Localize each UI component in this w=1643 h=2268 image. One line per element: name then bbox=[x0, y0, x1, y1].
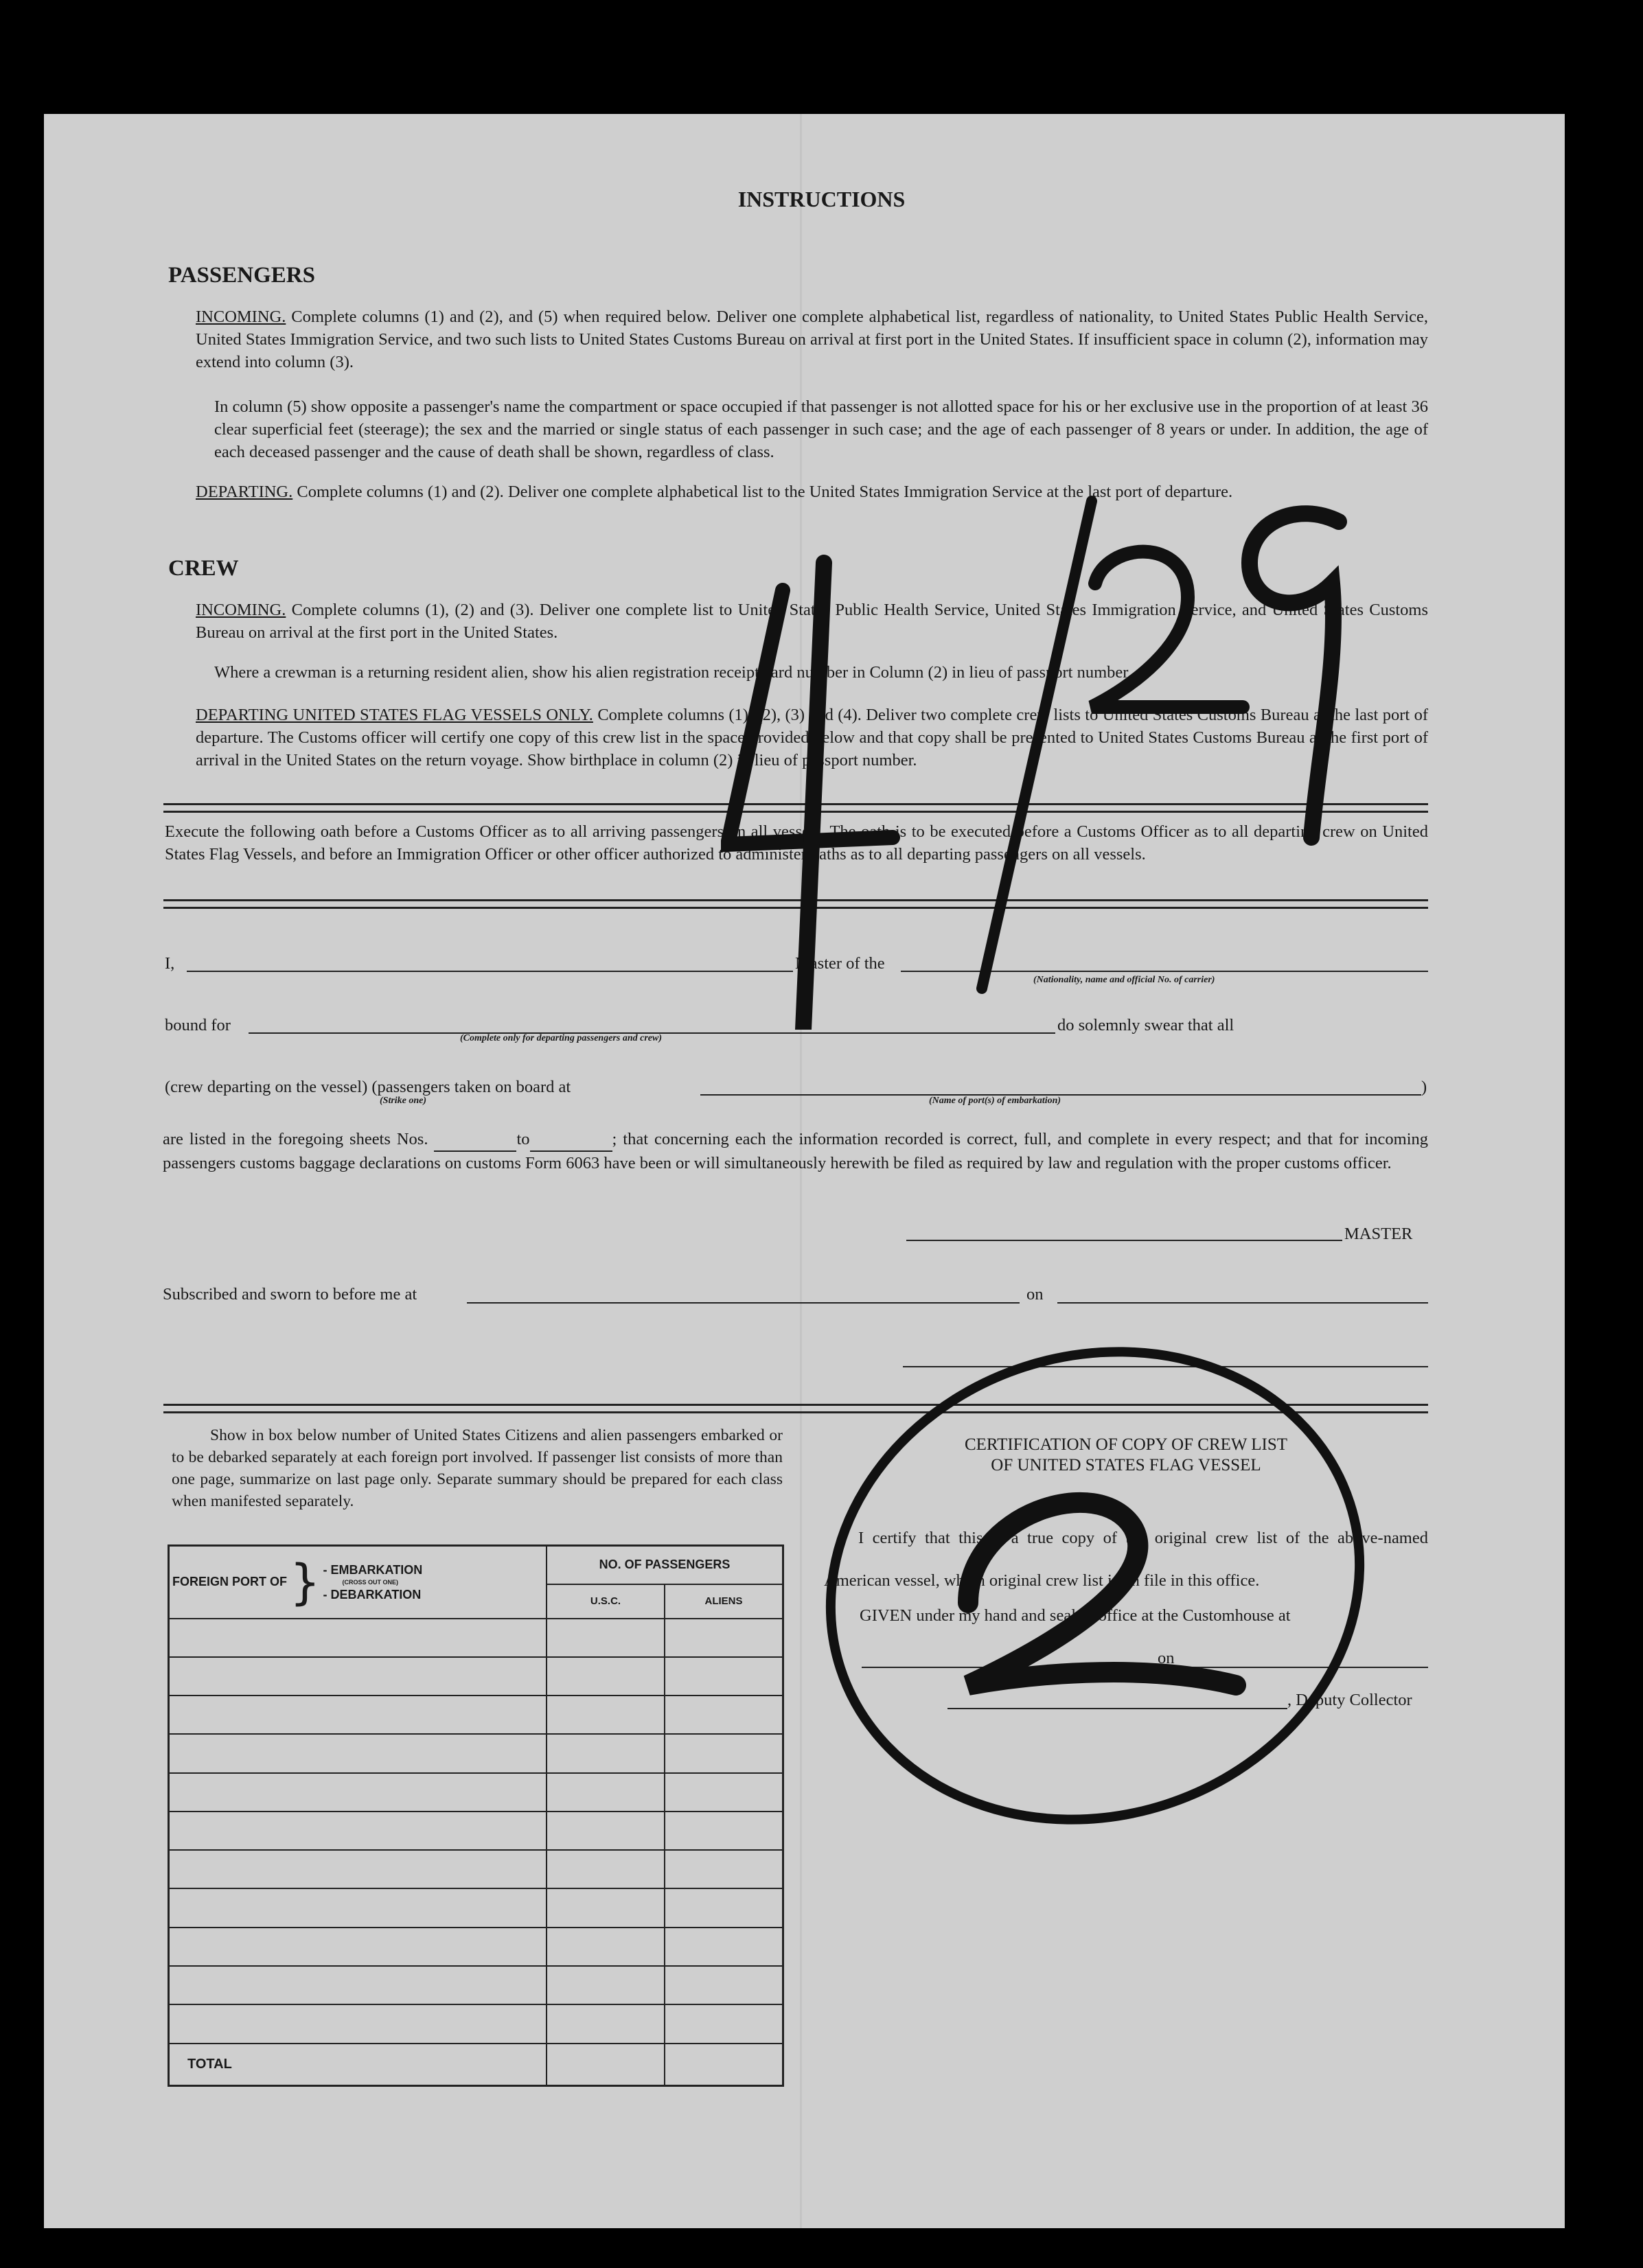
sworn-date-blank[interactable] bbox=[1057, 1302, 1428, 1304]
subscribed-label: Subscribed and sworn to before me at bbox=[163, 1285, 417, 1304]
table-row bbox=[169, 1696, 783, 1734]
crew-incoming-text: Complete columns (1), (2) and (3). Deliver one complete list to United States Public Health Service, United States Immigration Service, and United States Customs Bureau on arrival at the first port in the United States. bbox=[196, 601, 1429, 642]
sheet-to-blank[interactable] bbox=[530, 1128, 612, 1152]
passengers-heading: PASSENGERS bbox=[168, 263, 315, 288]
oath-i: I, bbox=[165, 954, 175, 973]
total-row bbox=[169, 2044, 783, 2086]
double-rule bbox=[163, 1404, 1428, 1413]
strike-one-note: (Strike one) bbox=[380, 1096, 427, 1106]
passengers-incoming bbox=[196, 305, 1428, 373]
port-header-cell bbox=[169, 1546, 547, 1619]
table-row bbox=[169, 1928, 783, 1966]
complete-only-note: (Complete only for departing passengers and crew) bbox=[460, 1033, 662, 1043]
passenger-summary-table bbox=[168, 1544, 784, 2087]
given-under-hand: GIVEN under my hand and seal of office at the Customhouse at bbox=[860, 1606, 1291, 1625]
crew-heading: CREW bbox=[168, 556, 239, 581]
total-aliens-cell[interactable] bbox=[665, 2044, 783, 2086]
crew-departing-text: (crew departing on the vessel) (passengers taken on board at bbox=[165, 1078, 571, 1096]
deputy-signature-line[interactable] bbox=[947, 1708, 1287, 1709]
embark-debark-labels bbox=[321, 1564, 423, 1601]
table-row bbox=[169, 1888, 783, 1927]
table-row bbox=[169, 1619, 783, 1657]
name-blank[interactable] bbox=[187, 971, 793, 972]
officer-signature-line[interactable] bbox=[903, 1366, 1428, 1367]
passengers-departing-text: Complete columns (1) and (2). Deliver one complete alphabetical list to the United States Immigration Service at the last port of departure. bbox=[297, 483, 1233, 501]
crew-departing-text: Complete columns (1), (2), (3) and (4). Deliver two complete crew lists to United States Customs Bureau at the last port of departure. The Customs officer will certify one copy of this crew list in the space provided below and that copy shall be presented to United States Customs Bureau at the first port of arrival in the United States on the return voyage. Show birthplace in column (2) in lieu of passport number. bbox=[196, 706, 1429, 769]
embarkation-label: - EMBARKATION bbox=[323, 1562, 423, 1577]
summary-instructions: Show in box below number of United States Citizens and alien passengers embarked or to be debarked separately at each foreign port involved. If passenger list consists of more than one page, summarize on last page only. Separate summary should be prepared for each class when manifested separately. bbox=[172, 1426, 783, 1510]
brace: } bbox=[290, 1553, 321, 1610]
no-of-passengers-header: NO. OF PASSENGERS bbox=[547, 1546, 783, 1584]
table-row bbox=[169, 1850, 783, 1888]
total-usc-cell[interactable] bbox=[547, 2044, 665, 2086]
table-row bbox=[169, 1812, 783, 1850]
sworn-place-blank[interactable] bbox=[467, 1302, 1020, 1304]
master-of-the-label: Master of the bbox=[795, 954, 885, 973]
certification-heading bbox=[824, 1435, 1428, 1476]
port-note: (Name of port(s) of embarkation) bbox=[929, 1096, 1061, 1106]
crew-incoming bbox=[196, 599, 1428, 644]
table-row bbox=[169, 1657, 783, 1696]
total-label: TOTAL bbox=[169, 2044, 547, 2086]
sheet-from-blank[interactable] bbox=[434, 1128, 516, 1152]
do-solemnly-text: do solemnly swear that all bbox=[1057, 1016, 1234, 1034]
master-label: MASTER bbox=[1344, 1225, 1413, 1243]
double-rule bbox=[163, 899, 1428, 909]
master-signature-line[interactable] bbox=[906, 1240, 1342, 1241]
crew-resident-alien: Where a crewman is a returning resident alien, show his alien registration receipt card number in Column (2) in lieu of passport number. bbox=[214, 663, 1132, 682]
table-row bbox=[169, 1966, 783, 2004]
to-label: to bbox=[516, 1130, 530, 1148]
passengers-incoming-text: Complete columns (1) and (2), and (5) when required below. Deliver one complete alphabetical list, regardless of nationality, to United States Public Health Service, United States Immigration Service, and two such lists to United States Customs Bureau on arrival at first port in the United States. If insufficient space in column (2), information may extend into column (3). bbox=[196, 308, 1429, 371]
passengers-departing bbox=[196, 481, 1428, 503]
customhouse-blank[interactable] bbox=[862, 1667, 1428, 1668]
oath-intro: Execute the following oath before a Customs Officer as to all arriving passengers on all vessels. The oath is to be executed before a Customs Officer as to all departing crew on United States Flag Vessels, and before an Immigration Officer or other officer authorized to administer oaths as to all departing passengers on all vessels. bbox=[165, 822, 1428, 864]
carrier-blank[interactable] bbox=[901, 971, 1428, 972]
listed-text-a: are listed in the foregoing sheets Nos. bbox=[163, 1130, 428, 1148]
cross-out-note: (CROSS OUT ONE) bbox=[342, 1578, 399, 1586]
listed-sentence bbox=[163, 1128, 1428, 1174]
certification-heading-line1: CERTIFICATION OF COPY OF CREW LIST bbox=[964, 1435, 1288, 1454]
close-paren: ) bbox=[1421, 1078, 1427, 1096]
passengers-incoming-label: INCOMING. bbox=[196, 308, 286, 326]
crew-departing bbox=[196, 704, 1428, 772]
usc-header: U.S.C. bbox=[547, 1584, 665, 1619]
bound-for-label: bound for bbox=[165, 1016, 231, 1034]
certification-text: I certify that this is a true copy of the original crew list of the above-named American vessel, which original crew list is on file in this office. bbox=[824, 1529, 1428, 1590]
table-row bbox=[169, 1773, 783, 1812]
passengers-column5: In column (5) show opposite a passenger's name the compartment or space occupied if that passenger is not allotted space for his or her exclusive use in the proportion of at least 36 clear superficial feet (steerage); the sex and the married or single status of each passenger in such case; and the age of each passenger of 8 years or under. In addition, the age of each deceased passenger and the cause of death shall be shown, regardless of class. bbox=[214, 397, 1428, 461]
nationality-note: (Nationality, name and official No. of carrier) bbox=[1033, 975, 1215, 985]
debarkation-label: - DEBARKATION bbox=[323, 1587, 422, 1601]
sworn-on-label: on bbox=[1026, 1285, 1044, 1304]
passengers-departing-label: DEPARTING. bbox=[196, 483, 293, 501]
double-rule bbox=[163, 803, 1428, 813]
aliens-header: ALIENS bbox=[665, 1584, 783, 1619]
deputy-collector-label: , Deputy Collector bbox=[1287, 1691, 1412, 1709]
page-title: INSTRUCTIONS bbox=[737, 187, 906, 211]
crew-departing-label: DEPARTING UNITED STATES FLAG VESSELS ONLY. bbox=[196, 706, 593, 724]
table-row bbox=[169, 2004, 783, 2043]
foreign-port-label: FOREIGN PORT OF bbox=[172, 1575, 287, 1589]
certification-heading-line2: OF UNITED STATES FLAG VESSEL bbox=[991, 1456, 1261, 1474]
crew-incoming-label: INCOMING. bbox=[196, 601, 286, 619]
certification-on-label: on bbox=[1158, 1649, 1175, 1667]
listed-text-b: ; that concerning each the information recorded is correct, full, and complete in every respect; and that for incoming passengers customs baggage declarations on customs Form 6063 have been or will simultaneously herewith be filed as required by law and regulation with the proper customs officer. bbox=[163, 1130, 1428, 1172]
table-row bbox=[169, 1734, 783, 1772]
